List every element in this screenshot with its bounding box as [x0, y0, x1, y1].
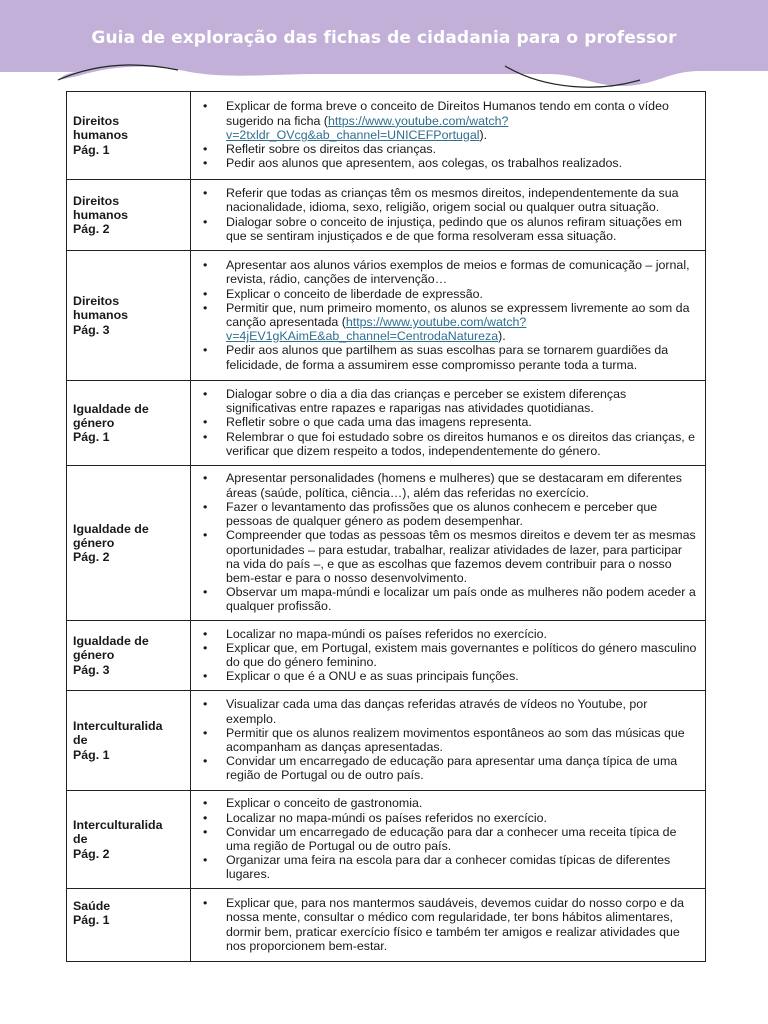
- activities-cell: [191, 691, 706, 791]
- topic-cell: [67, 791, 191, 889]
- table-row: [67, 251, 706, 381]
- item-text: Explicar que, para nos mantermos saudáveis, devemos cuidar do nosso corpo e da nossa mente, consultar o médico com regularidade, ter bons hábitos alimentares, dormir bem, praticar exercício físico e também ter amigos e realizar atividades que nos proporcionem bem-estar.: [226, 896, 685, 953]
- activity-list: [199, 697, 699, 782]
- table-row: [67, 381, 706, 466]
- item-text: Pedir aos alunos que partilhem as suas escolhas para se tornarem guardiões da felicidade, de forma a assumirem esse compromisso perante toda a turma.: [226, 343, 669, 372]
- topic-label: Pág. 1: [73, 913, 110, 928]
- activity-list: [199, 387, 699, 458]
- list-item: [199, 754, 699, 782]
- topic-label: Pág. 3: [73, 322, 110, 337]
- topic-label: Pág. 2: [73, 846, 110, 861]
- table-row: [67, 466, 706, 621]
- list-item: [199, 811, 699, 825]
- activities-cell: [191, 251, 706, 381]
- topic-label: Interculturalida: [73, 719, 163, 734]
- topic-label: Pág. 1: [73, 430, 110, 445]
- list-item: [199, 853, 699, 881]
- topic-label: género: [73, 535, 115, 550]
- activities-cell: [191, 92, 706, 180]
- list-item: [199, 528, 699, 585]
- item-text: Referir que todas as crianças têm os mesmos direitos, independentemente da sua nacionalidade, idioma, sexo, religião, origem social ou qualquer outra situação.: [226, 186, 679, 215]
- topic-label: Pág. 2: [73, 222, 110, 237]
- list-item: [199, 796, 699, 810]
- list-item: [199, 387, 699, 415]
- item-text: Dialogar sobre o dia a dia das crianças e perceber se existem diferenças significativas entre rapazes e raparigas nas atividades quotidianas.: [226, 386, 627, 416]
- activity-list: [199, 796, 699, 881]
- topic-label: humanos: [73, 207, 129, 222]
- activities-cell: [191, 791, 706, 889]
- item-text: Explicar o conceito de liberdade de expressão.: [226, 286, 483, 301]
- topic-label: de: [73, 733, 88, 748]
- item-text: Localizar no mapa-múndi os países referidos no exercício.: [226, 810, 547, 825]
- item-text: Apresentar aos alunos vários exemplos de meios e formas de comunicação – jornal, revista, rádio, canções de intervenção…: [226, 258, 690, 287]
- activities-cell: [191, 466, 706, 621]
- item-text: Permitir que os alunos realizem movimentos espontâneos ao som das músicas que acompanham as danças apresentadas.: [226, 725, 685, 754]
- item-text: Explicar que, em Portugal, existem mais governantes e políticos do género masculino do que do género feminino.: [226, 640, 697, 669]
- item-text: Explicar o conceito de gastronomia.: [226, 796, 423, 811]
- activity-list: [199, 258, 699, 372]
- list-item: [199, 825, 699, 853]
- topic-label: Saúde: [73, 899, 111, 913]
- list-item: [199, 301, 699, 344]
- activities-cell: [191, 889, 706, 962]
- activity-list: [199, 896, 699, 953]
- list-item: [199, 258, 699, 286]
- video-link[interactable]: https://www.youtube.com/watch?v=4jEV1gKAimE&ab_channel=CentrodaNatureza: [226, 315, 527, 344]
- item-text: Observar um mapa-múndi e localizar um país onde as mulheres não podem aceder a qualquer profissão.: [226, 585, 696, 614]
- item-text: Visualizar cada uma das danças referidas através de vídeos no Youtube, por exemplo.: [226, 697, 648, 726]
- topic-label: Pág. 1: [73, 142, 110, 157]
- list-item: [199, 415, 699, 429]
- topic-label: humanos: [73, 308, 129, 323]
- topic-label: género: [73, 415, 115, 430]
- list-item: [199, 156, 699, 170]
- list-item: [199, 287, 699, 301]
- item-text: Convidar um encarregado de educação para apresentar uma dança típica de uma região de Portugal ou de outro país.: [226, 754, 678, 783]
- table-row: [67, 92, 706, 180]
- table-row: [67, 691, 706, 791]
- activity-list: [199, 627, 699, 684]
- exploration-guide-table: [66, 91, 706, 962]
- table-row: [67, 889, 706, 962]
- topic-cell: [67, 180, 191, 251]
- activity-list: [199, 471, 699, 613]
- list-item: [199, 500, 699, 528]
- table-row: [67, 791, 706, 889]
- topic-label: Interculturalida: [73, 818, 163, 833]
- topic-label: Pág. 3: [73, 662, 110, 677]
- page-title: Guia de exploração das fichas de cidadania para o professor: [91, 28, 677, 48]
- topic-label: Pág. 2: [73, 550, 110, 565]
- item-text: ).: [479, 127, 488, 142]
- item-text: Fazer o levantamento das profissões que os alunos conhecem e perceber que pessoas de qualquer género as podem desempenhar.: [226, 499, 658, 529]
- video-link[interactable]: https://www.youtube.com/watch?v=2txldr_OVcg&ab_channel=UNICEFPortugal: [226, 113, 509, 142]
- item-text: Explicar de forma breve o conceito de Direitos Humanos tendo em conta o vídeo sugerido na ficha (: [226, 99, 669, 128]
- list-item: [199, 343, 699, 371]
- topic-label: Direitos: [73, 114, 120, 129]
- item-text: Refletir sobre o que cada uma das imagens representa.: [226, 415, 532, 430]
- topic-label: humanos: [73, 128, 129, 143]
- list-item: [199, 896, 699, 953]
- activities-cell: [191, 180, 706, 251]
- item-text: Refletir sobre os direitos das crianças.: [226, 142, 437, 157]
- item-text: Apresentar personalidades (homens e mulheres) que se destacaram em diferentes áreas (saúde, política, ciência…), além das referidas no exercício.: [226, 471, 682, 500]
- item-text: Organizar uma feira na escola para dar a conhecer comidas típicas de diferentes lugares.: [226, 853, 671, 882]
- item-text: Pedir aos alunos que apresentem, aos colegas, os trabalhos realizados.: [226, 156, 623, 171]
- topic-label: género: [73, 648, 115, 663]
- item-text: Localizar no mapa-múndi os países referidos no exercício.: [226, 626, 547, 641]
- activity-list: [199, 186, 699, 243]
- activity-list: [199, 99, 699, 170]
- list-item: [199, 142, 699, 156]
- topic-label: Direitos: [73, 193, 120, 208]
- topic-cell: [67, 621, 191, 691]
- list-item: [199, 471, 699, 499]
- topic-cell: [67, 691, 191, 791]
- activities-cell: [191, 621, 706, 691]
- list-item: [199, 585, 699, 613]
- topic-label: de: [73, 832, 88, 847]
- list-item: [199, 669, 699, 683]
- list-item: [199, 430, 699, 458]
- item-text: Compreender que todas as pessoas têm os mesmos direitos e devem ter as mesmas oportunidades – para estudar, trabalhar, realizar atividades de lazer, para participar na vida do país –, e que as escolhas que fazemos devem contribuir para o nosso bem-estar e para o nosso desenvolvimento.: [226, 528, 696, 585]
- list-item: [199, 726, 699, 754]
- table-row: [67, 180, 706, 251]
- list-item: [199, 641, 699, 669]
- topic-label: Igualdade de: [73, 401, 149, 416]
- table-row: [67, 621, 706, 691]
- topic-cell: [67, 92, 191, 180]
- item-text: Convidar um encarregado de educação para dar a conhecer uma receita típica de uma região de Portugal ou de outro país.: [226, 824, 677, 853]
- topic-label: Direitos: [73, 294, 120, 309]
- list-item: [199, 215, 699, 243]
- topic-cell: [67, 466, 191, 621]
- topic-cell: [67, 251, 191, 381]
- item-text: Explicar o que é a ONU e as suas principais funções.: [226, 669, 519, 684]
- topic-label: Igualdade de: [73, 634, 149, 649]
- list-item: [199, 697, 699, 725]
- list-item: [199, 99, 699, 142]
- topic-cell: [67, 889, 191, 962]
- list-item: [199, 186, 699, 214]
- topic-label: Pág. 1: [73, 747, 110, 762]
- item-text: ).: [498, 329, 506, 344]
- activities-cell: [191, 381, 706, 466]
- page-header: [0, 0, 768, 92]
- list-item: [199, 627, 699, 641]
- topic-cell: [67, 381, 191, 466]
- item-text: Permitir que, num primeiro momento, os alunos se expressem livremente ao som da canção apresentada (: [226, 300, 690, 329]
- item-text: Relembrar o que foi estudado sobre os direitos humanos e os direitos das crianças, e verificar que dizem respeito a todos, independentemente do género.: [226, 429, 696, 458]
- item-text: Dialogar sobre o conceito de injustiça, pedindo que os alunos refiram situações em que se sentiram injustiçados e de que forma resolveram essa situação.: [226, 214, 682, 243]
- topic-label: Igualdade de: [73, 521, 149, 536]
